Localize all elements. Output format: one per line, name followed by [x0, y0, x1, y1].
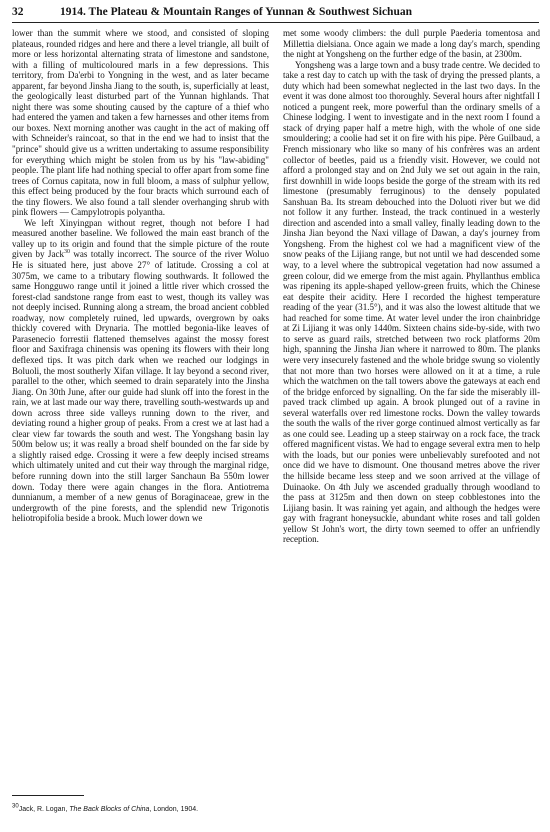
footnote-rule: [12, 795, 84, 796]
left-column: [12, 28, 269, 524]
footnote: [12, 803, 199, 813]
footnote-marker[interactable]: 30: [64, 249, 70, 256]
left-paragraph-1: lower than the summit where we stood, and consisted of sloping plateaus, rounded ridges and here and there a level triangle, all built of more or less horizontal alternating strata of limestone and sandstone, with a filling of multicoloured marls in a few depressions. This territory, from Da'erbi to Yongning in the west, and as later became apparent, far beyond Jinsha Jiang to the south, is, superficially at least, the geologically least disturbed part of the Yunnan highlands. That night there was some shouting caused by the capture of a thief who had entered the yamen and taken a few harnesses and other items from our boxes. Next morning another was caught in the act of making off with Schneider's raincoat, so that in the end we had to insist that the "prince" should give us a written undertaking to assume responsibility for everything which might be stolen from us by his "law-abiding" people. The plant life had nothing special to offer apart from some fine trees of Cornus capitata, now in full bloom, a mass of sulphur yellow, this effect being produced by the four bracts which surround each of the tiny flowers. We also found a tall slender overhanging shrub with pink flowers — Campylotropis polyantha.: [12, 28, 269, 218]
running-header: [12, 6, 540, 20]
right-paragraph-2: Yongsheng was a large town and a busy trade centre. We decided to take a rest day to catch up with the task of drying the pressed plants, a duty which had been somewhat neglected in the last two days. In the event it was done almost too thoroughly. Several hours after nightfall I noticed a pungent reek, more powerful than the ordinary smells of a Chinese lodging. I went to investigate and in the next room I found a stack of drying paper half a metre high, with the whole of one side smouldering; a coolie had set it on fire with his pipe. Père Guilbaud, a French missionary who like so many of his confrères was an ardent collector of beetles, paid us a friendly visit. However, we could not afford a prolonged stay and on 2nd July we set out again in the rain, first downhill in wide loops beside the gorge of the stream with its red limestone (presumably ferruginous) to the densely populated Sanshuan Ba. Its stream debouched into the Doluoti river but we did not follow it any further. Instead, the track continued in a westerly direction and ascended into a small valley, finally leading down to the Jinsha Jian beyond the Naxi village of Dawan, a day's journey from Yongsheng. From the highest col we had a magnificent view of the snow peaks of the Lijiang range, but not until we had descended some way, to a level where the subtropical vegetation had now assumed a green colour, did we emerge from the mist again. Phyllanthus emblica was ripening its apple-shaped yellow-green fruits, which the Chinese eat despite their acidity. Here I recorded the highest temperature reading of the year (31.5°), and it was also the lowest altitude that we had reached for some time. At water level under the iron chainbridge at Zi Lijiang it was only 1440m. Sixteen chains side-by-side, with two to serve as guard rails, stretched between two rock platforms 20m high, spanning the Jinsha Jian where it narrowed to 80m. The planks were very insecurely fastened and the whole bridge swung so violently that not more than two horses were allowed on it at a time, a rule which the watchmen on the tall towers above the gateways at each end of the bridge enforced by signalling. On the far side the miserably ill-paved track climbed up again. A brook plunged out of a ravine in several waterfalls over red limestone rocks. Down the valley towards the south the walls of the river gorge continued almost vertically as far as one could see. Leading up a steep stairway on a rock face, the track offered magnificent vistas. We had to engage several extra men to help with the loads, but our ponies were unbelievably surefooted and not once did we have to dismount. One thousand metres above the river the hillside became less steep and we soon arrived at the village of Duinaoke. On 4th July we ascended gradually through woodland to the pass at 3125m and then down on steep cobblestones into the Lijiang basin. It was raining yet again, and although the hedges were gay with fragrant honeysuckle, abundant white roses and tall golden yellow St John's wort, the dirty town seemed to offer an unfriendly reception.: [283, 59, 540, 545]
running-title: 1914. The Plateau & Mountain Ranges of Yunnan & Southwest Sichuan: [60, 6, 412, 18]
footnote-author: Jack, R. Logan,: [18, 806, 70, 813]
page-number: 32: [12, 6, 24, 18]
footnote-number: 30: [12, 803, 19, 810]
right-column: [283, 28, 540, 545]
paragraph-text: was totally incorrect. The source of the river Woluo He is situated here, just above 27° of latitude. Crossing a col at 3075m, we came to a tributary flowing southwards. It followed the same Hongguwo range until it joined a little river which crossed the forest-clad sandstone range from east to west, though its valley was not deeply incised. Running along a stream, the broad ancient cobbled roadway, now completely ruined, led upwards, overgrown by oaks thickly covered with Drynaria. The mottled begonia-like leaves of Parasenecio forrestii flattened themselves against the mossy forest floor and Saxifraga chinensis was opening its flowers with their long deflexed tips. It was pitch dark when we reached our lodgings in Boluoli, the most southerly Xifan village. It lay beyond a second river, parallel to the other, which seemed to drain separately into the Jinsha Jiang. On 30th June, after our guide had slunk off into the forest in the rain, we at last made our way there, travelling south-westwards up and down across three side valleys running down to the river, and deviating round a higher group of peaks. From a crest we at last had a clear view far towards the south and west. The Yongshang basin lay 500m below us; it was really a broad shelf bounded on the far side by a slightly raised edge. Crossing it were a few deeply incised streams which ultimately united and cut their way through the marginal ridge, before running down into the still larger Sanchaun Ba 550m lower down. Today there were again changes in the flora. Antiotrema dunnianum, a member of a new genus of Boraginaceae, grew in the undergrowth of the pine forests, and the splendid new Trigonotis heliotropifolia beside a brook. Much lower down we: [12, 249, 269, 524]
left-paragraph-2: [12, 218, 269, 524]
right-paragraph-1: met some woody climbers: the dull purple Paederia tomentosa and Millettia dielsiana. Once again we made a long day's march, spending the night at Yongsheng on the further edge of the basin, at 2300m.: [283, 28, 540, 60]
header-rule: [12, 22, 539, 23]
footnote-book-title: The Back Blocks of China: [69, 806, 150, 813]
paragraph-text: We left Xinyingpan without regret, though not before I had measured another baseline. We followed the main east branch of the valley up to its origin and found that the simple picture of the route given by Jack: [12, 217, 269, 260]
footnote-rest: , London, 1904.: [149, 806, 199, 813]
